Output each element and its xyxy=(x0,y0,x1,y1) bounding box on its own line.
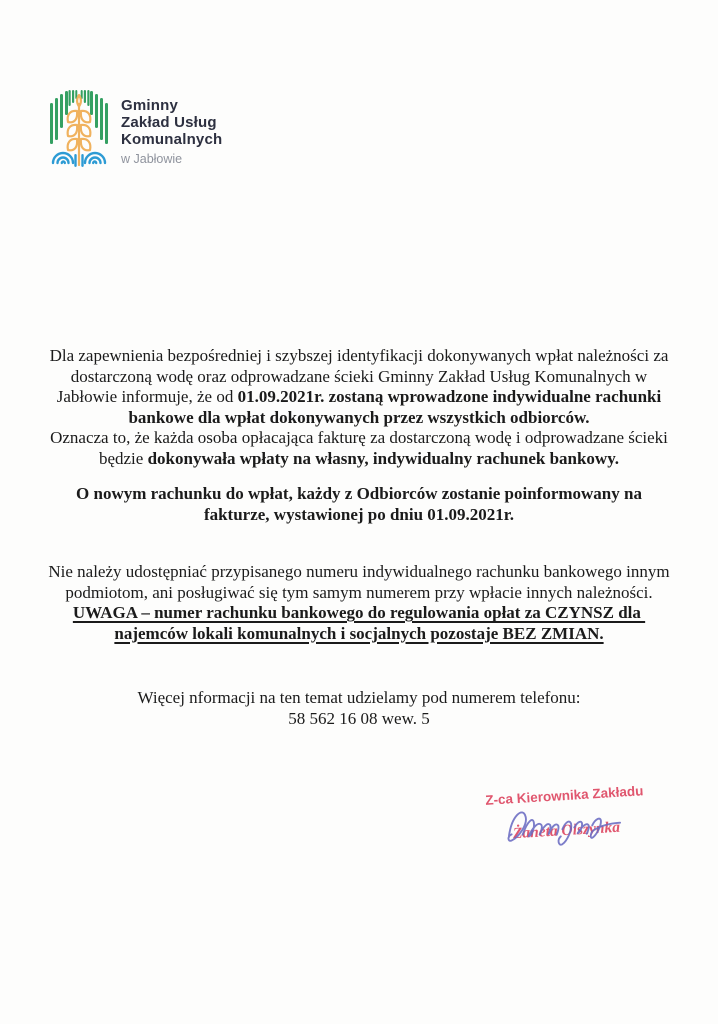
gzuk-logo-icon xyxy=(50,90,108,174)
letterhead xyxy=(50,90,222,174)
org-name-line1: Gminny xyxy=(121,97,179,114)
stamp-title: Z-ca Kierownika Zakładu xyxy=(484,783,644,808)
warning-line-4-uwaga: najemców lokali komunalnych i socjalnych pozostaje BEZ ZMIAN. xyxy=(114,623,604,643)
intro-line-4: bankowe dla wpłat dokonywanych przez wszystkich odbiorców. xyxy=(128,407,590,427)
stamp-name: Żaneta Olszynka xyxy=(512,818,621,843)
warning-line-2: podmiotom, ani posługiwać się tym samym numerem przy wpłacie innych należności. xyxy=(65,582,653,602)
paragraph-new-account-notice xyxy=(28,484,690,525)
paragraph-contact xyxy=(28,688,690,729)
intro-line-1: Dla zapewnienia bezpośredniej i szybszej identyfikacji dokonywanych wpłat należności za xyxy=(49,346,669,365)
phone-number: 58 562 16 08 wew. 5 xyxy=(288,708,430,728)
org-subtitle: w Jabłowie xyxy=(121,152,183,166)
intro-line-2: dostarczoną wodę oraz odprowadzane ścieki Gminny Zakład Usług Komunalnych w xyxy=(70,366,648,386)
intro-line-3-bold: 01.09.2021r. zostaną wprowadzone indywidualne rachunki xyxy=(237,387,662,407)
notice-line-1: O nowym rachunku do wpłat, każdy z Odbiorców zostanie poinformowany na xyxy=(76,484,642,503)
org-name-line3: Komunalnych xyxy=(121,131,223,148)
paragraph-warning xyxy=(28,562,690,644)
approval-stamp xyxy=(476,783,656,864)
intro-line-6 xyxy=(28,449,690,470)
notice-line-2: fakturze, wystawionej po dniu 01.09.2021r. xyxy=(203,504,515,524)
contact-line: Więcej nformacji na ten temat udzielamy pod numerem telefonu: xyxy=(137,688,581,707)
intro-line-6-regular: będzie xyxy=(98,448,148,468)
intro-line-3 xyxy=(28,387,690,408)
intro-line-5: Oznacza to, że każda osoba opłacająca fakturę za dostarczoną wodę i odprowadzane ścieki xyxy=(50,428,668,448)
org-name-line2: Zakład Usług xyxy=(121,114,217,131)
warning-line-3-uwaga: UWAGA – numer rachunku bankowego do regulowania opłat za CZYNSZ dla xyxy=(72,603,646,623)
paragraph-intro xyxy=(28,346,690,470)
warning-line-1: Nie należy udostępniać przypisanego numeru indywidualnego rachunku bankowego innym xyxy=(48,562,670,581)
intro-line-3-regular: Jabłowie informuje, że od xyxy=(56,387,238,407)
logo-text xyxy=(121,90,222,166)
intro-line-6-bold: dokonywała wpłaty na własny, indywidualny rachunek bankowy. xyxy=(147,448,620,468)
